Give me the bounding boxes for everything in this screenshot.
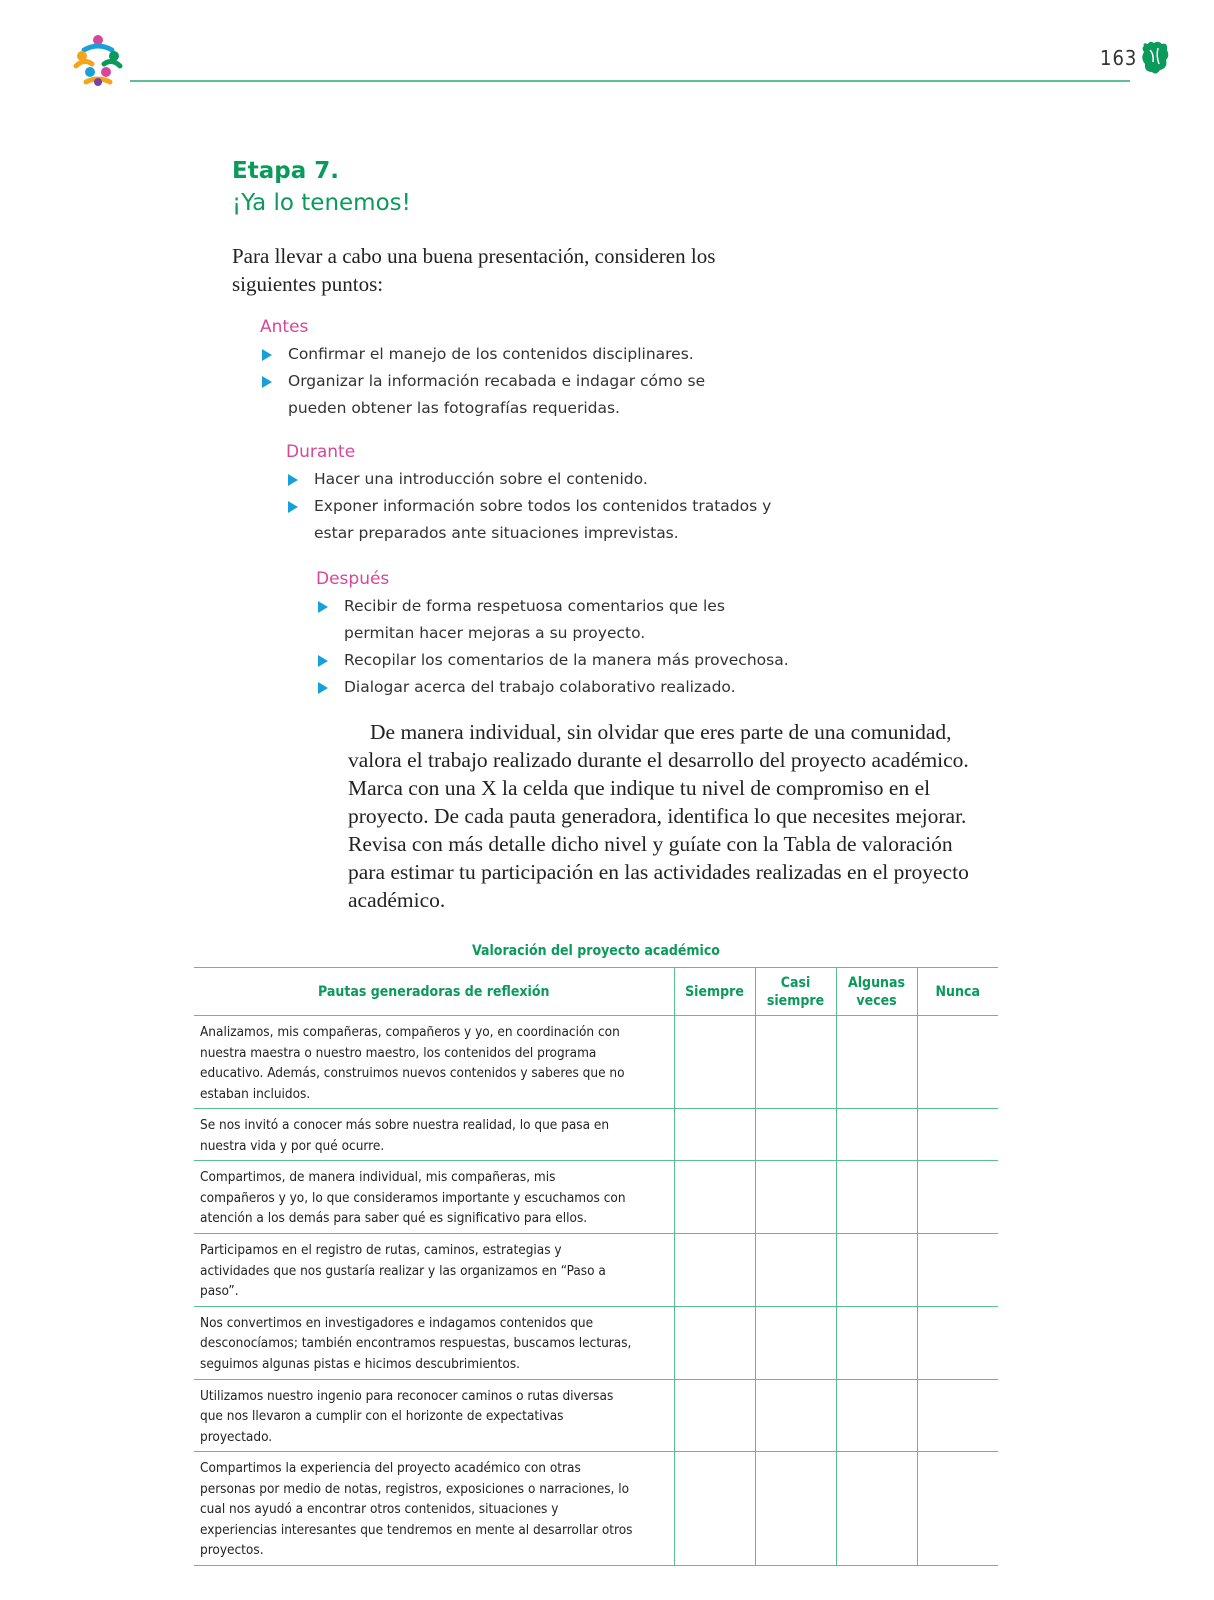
casi-siempre-cell[interactable] bbox=[755, 1234, 836, 1307]
algunas-veces-cell[interactable] bbox=[836, 1306, 917, 1379]
table-row bbox=[194, 1016, 998, 1109]
bullet-list bbox=[286, 466, 776, 547]
algunas-veces-cell[interactable] bbox=[836, 1161, 917, 1234]
casi-siempre-cell[interactable] bbox=[755, 1109, 836, 1161]
section-despues bbox=[316, 569, 796, 701]
intro-paragraph: Para llevar a cabo una buena presentación, consideren los siguientes puntos: bbox=[232, 244, 716, 296]
siempre-cell[interactable] bbox=[674, 1379, 755, 1452]
section-heading: Durante bbox=[286, 442, 356, 462]
table-row bbox=[194, 1379, 998, 1452]
casi-siempre-cell[interactable] bbox=[755, 1306, 836, 1379]
algunas-veces-cell[interactable] bbox=[836, 1234, 917, 1307]
list-item bbox=[316, 593, 796, 647]
casi-siempre-cell[interactable] bbox=[755, 1161, 836, 1234]
algunas-veces-cell[interactable] bbox=[836, 1016, 917, 1109]
table-header-row bbox=[194, 968, 998, 1016]
table-row bbox=[194, 1109, 998, 1161]
triangle-bullet-icon bbox=[318, 655, 328, 667]
pauta-cell: Nos convertimos en investigadores e indagamos contenidos que desconocíamos; también encontramos respuestas, buscamos lecturas, seguimos algunas pistas e hicimos descubrimientos. bbox=[194, 1306, 674, 1379]
triangle-bullet-icon bbox=[288, 474, 298, 486]
evaluation-table bbox=[194, 967, 998, 1566]
siempre-cell[interactable] bbox=[674, 1452, 755, 1566]
header-rule bbox=[130, 80, 1130, 82]
list-item-text: Recopilar los comentarios de la manera más provechosa. bbox=[344, 651, 789, 669]
list-item-text: Organizar la información recabada e indagar cómo se pueden obtener las fotografías requeridas. bbox=[288, 372, 706, 417]
pauta-cell: Utilizamos nuestro ingenio para reconocer caminos o rutas diversas que nos llevaron a cumplir con el horizonte de expectativas proyectado. bbox=[194, 1379, 674, 1452]
column-header-nunca: Nunca bbox=[917, 968, 998, 1016]
evaluation-instructions-text: De manera individual, sin olvidar que eres parte de una comunidad, valora el trabajo realizado durante el desarrollo del proyecto académico. Marca con una X la celda que indique tu nivel de compromiso en el proyecto. De cada pauta generadora, identifica lo que necesites mejorar. Revisa con más detalle dicho nivel y guíate con la Tabla de valoración para estimar tu participación en las actividades realizadas en el proyecto académico. bbox=[348, 720, 969, 912]
triangle-bullet-icon bbox=[262, 376, 272, 388]
nunca-cell[interactable] bbox=[917, 1452, 998, 1566]
nunca-cell[interactable] bbox=[917, 1109, 998, 1161]
list-item bbox=[260, 368, 730, 422]
siempre-cell[interactable] bbox=[674, 1234, 755, 1307]
casi-siempre-cell[interactable] bbox=[755, 1379, 836, 1452]
section-antes bbox=[260, 317, 730, 422]
list-item bbox=[316, 674, 796, 701]
nunca-cell[interactable] bbox=[917, 1016, 998, 1109]
column-header-siempre: Siempre bbox=[674, 968, 755, 1016]
stage-title: Etapa 7. bbox=[232, 158, 339, 184]
casi-siempre-cell[interactable] bbox=[755, 1016, 836, 1109]
list-item bbox=[286, 466, 776, 493]
bullet-list bbox=[260, 341, 730, 422]
list-item-text: Confirmar el manejo de los contenidos disciplinares. bbox=[288, 345, 694, 363]
triangle-bullet-icon bbox=[318, 601, 328, 613]
triangle-bullet-icon bbox=[262, 349, 272, 361]
siempre-cell[interactable] bbox=[674, 1016, 755, 1109]
table-row bbox=[194, 1234, 998, 1307]
list-item-text: Dialogar acerca del trabajo colaborativo realizado. bbox=[344, 678, 736, 696]
page-number: 163 bbox=[1100, 46, 1138, 70]
section-heading: Antes bbox=[260, 317, 309, 337]
pauta-cell: Se nos invitó a conocer más sobre nuestra realidad, lo que pasa en nuestra vida y por qué ocurre. bbox=[194, 1109, 674, 1161]
triangle-bullet-icon bbox=[288, 501, 298, 513]
green-leaf-icon bbox=[1140, 40, 1170, 76]
nunca-cell[interactable] bbox=[917, 1234, 998, 1307]
header-text: Algunas veces bbox=[847, 974, 905, 1009]
header-text: Casi siempre bbox=[766, 974, 825, 1009]
list-item bbox=[286, 493, 776, 547]
list-item bbox=[316, 647, 796, 674]
pauta-cell: Compartimos, de manera individual, mis compañeras, mis compañeros y yo, lo que consideramos importante y escuchamos con atención a los demás para saber qué es significativo para ellos. bbox=[194, 1161, 674, 1234]
table-row bbox=[194, 1452, 998, 1566]
pauta-cell: Compartimos la experiencia del proyecto académico con otras personas por medio de notas, registros, exposiciones o narraciones, lo cual nos ayudó a encontrar otros contenidos, situaciones y experiencias interesantes que tendremos en mente al desarrollar otros proyectos. bbox=[194, 1452, 674, 1566]
pauta-cell: Participamos en el registro de rutas, caminos, estrategias y actividades que nos gustaría realizar y las organizamos en “Paso a paso”. bbox=[194, 1234, 674, 1307]
stage-subtitle: ¡Ya lo tenemos! bbox=[232, 190, 411, 216]
nunca-cell[interactable] bbox=[917, 1306, 998, 1379]
siempre-cell[interactable] bbox=[674, 1306, 755, 1379]
triangle-bullet-icon bbox=[318, 682, 328, 694]
people-circle-logo-icon bbox=[70, 32, 126, 88]
column-header-algunas-veces bbox=[836, 968, 917, 1016]
list-item-text: Exponer información sobre todos los contenidos tratados y estar preparados ante situaciones imprevistas. bbox=[314, 497, 772, 542]
casi-siempre-cell[interactable] bbox=[755, 1452, 836, 1566]
algunas-veces-cell[interactable] bbox=[836, 1379, 917, 1452]
section-heading: Después bbox=[316, 569, 390, 589]
list-item-text: Recibir de forma respetuosa comentarios que les permitan hacer mejoras a su proyecto. bbox=[344, 597, 725, 642]
nunca-cell[interactable] bbox=[917, 1379, 998, 1452]
section-durante bbox=[286, 442, 776, 547]
evaluation-instructions bbox=[348, 718, 988, 914]
algunas-veces-cell[interactable] bbox=[836, 1452, 917, 1566]
nunca-cell[interactable] bbox=[917, 1161, 998, 1234]
column-header-casi-siempre bbox=[755, 968, 836, 1016]
column-header-pautas: Pautas generadoras de reflexión bbox=[194, 968, 674, 1016]
list-item bbox=[260, 341, 730, 368]
pauta-cell: Analizamos, mis compañeras, compañeros y yo, en coordinación con nuestra maestra o nuestro maestro, los contenidos del programa educativo. Además, construimos nuevos contenidos y saberes que no estaban incluidos. bbox=[194, 1016, 674, 1109]
table-row bbox=[194, 1306, 998, 1379]
list-item-text: Hacer una introducción sobre el contenido. bbox=[314, 470, 648, 488]
table-title: Valoración del proyecto académico bbox=[472, 943, 720, 959]
table-row bbox=[194, 1161, 998, 1234]
siempre-cell[interactable] bbox=[674, 1161, 755, 1234]
siempre-cell[interactable] bbox=[674, 1109, 755, 1161]
algunas-veces-cell[interactable] bbox=[836, 1109, 917, 1161]
bullet-list bbox=[316, 593, 796, 701]
